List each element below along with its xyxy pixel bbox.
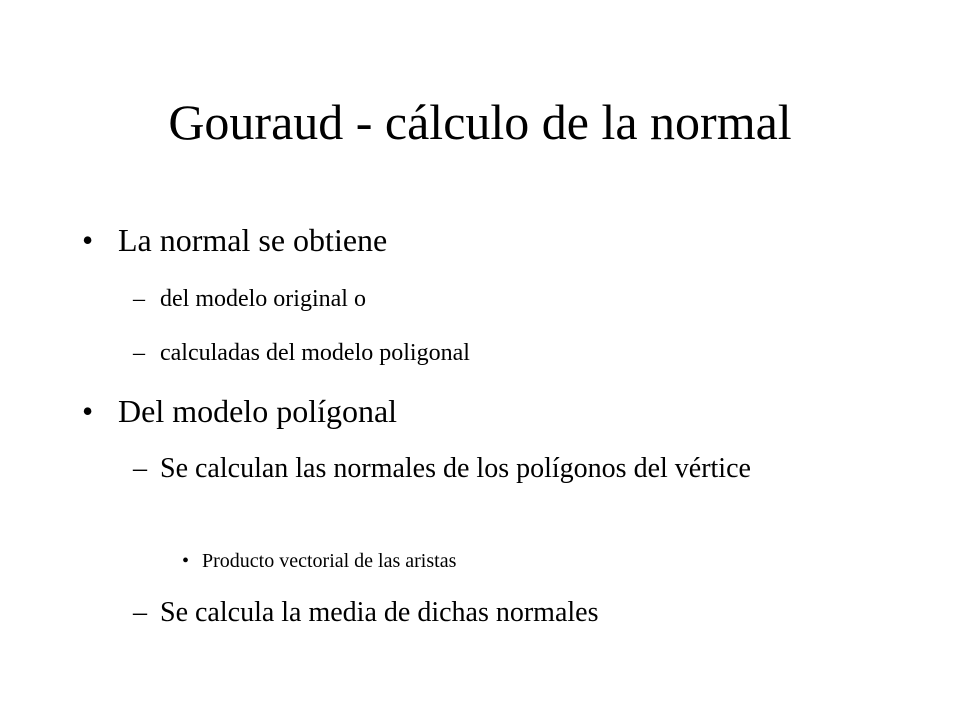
- bullet-2-text: Del modelo polígonal: [118, 393, 398, 429]
- bullet-2-sub-1-sub-1-text: Producto vectorial de las aristas: [202, 550, 457, 572]
- dash-marker: –: [133, 340, 145, 366]
- slide-title: Gouraud - cálculo de la normal: [168, 94, 792, 150]
- dash-marker: –: [133, 597, 147, 628]
- bullet-2-sub-1-text: Se calculan las normales de los polígonos del vértice: [160, 453, 751, 484]
- bullet-marker: •: [82, 393, 94, 429]
- bullet-1-text: La normal se obtiene: [118, 222, 388, 258]
- bullet-1-sub-2-text: calculadas del modelo poligonal: [160, 340, 470, 366]
- bullet-1-sub-1-text: del modelo original o: [160, 286, 366, 312]
- bullet-marker: •: [82, 222, 94, 258]
- bullet-marker-small: •: [182, 550, 190, 572]
- dash-marker: –: [133, 286, 145, 312]
- bullet-2-sub-2-text: Se calcula la media de dichas normales: [160, 597, 599, 628]
- dash-marker: –: [133, 453, 147, 484]
